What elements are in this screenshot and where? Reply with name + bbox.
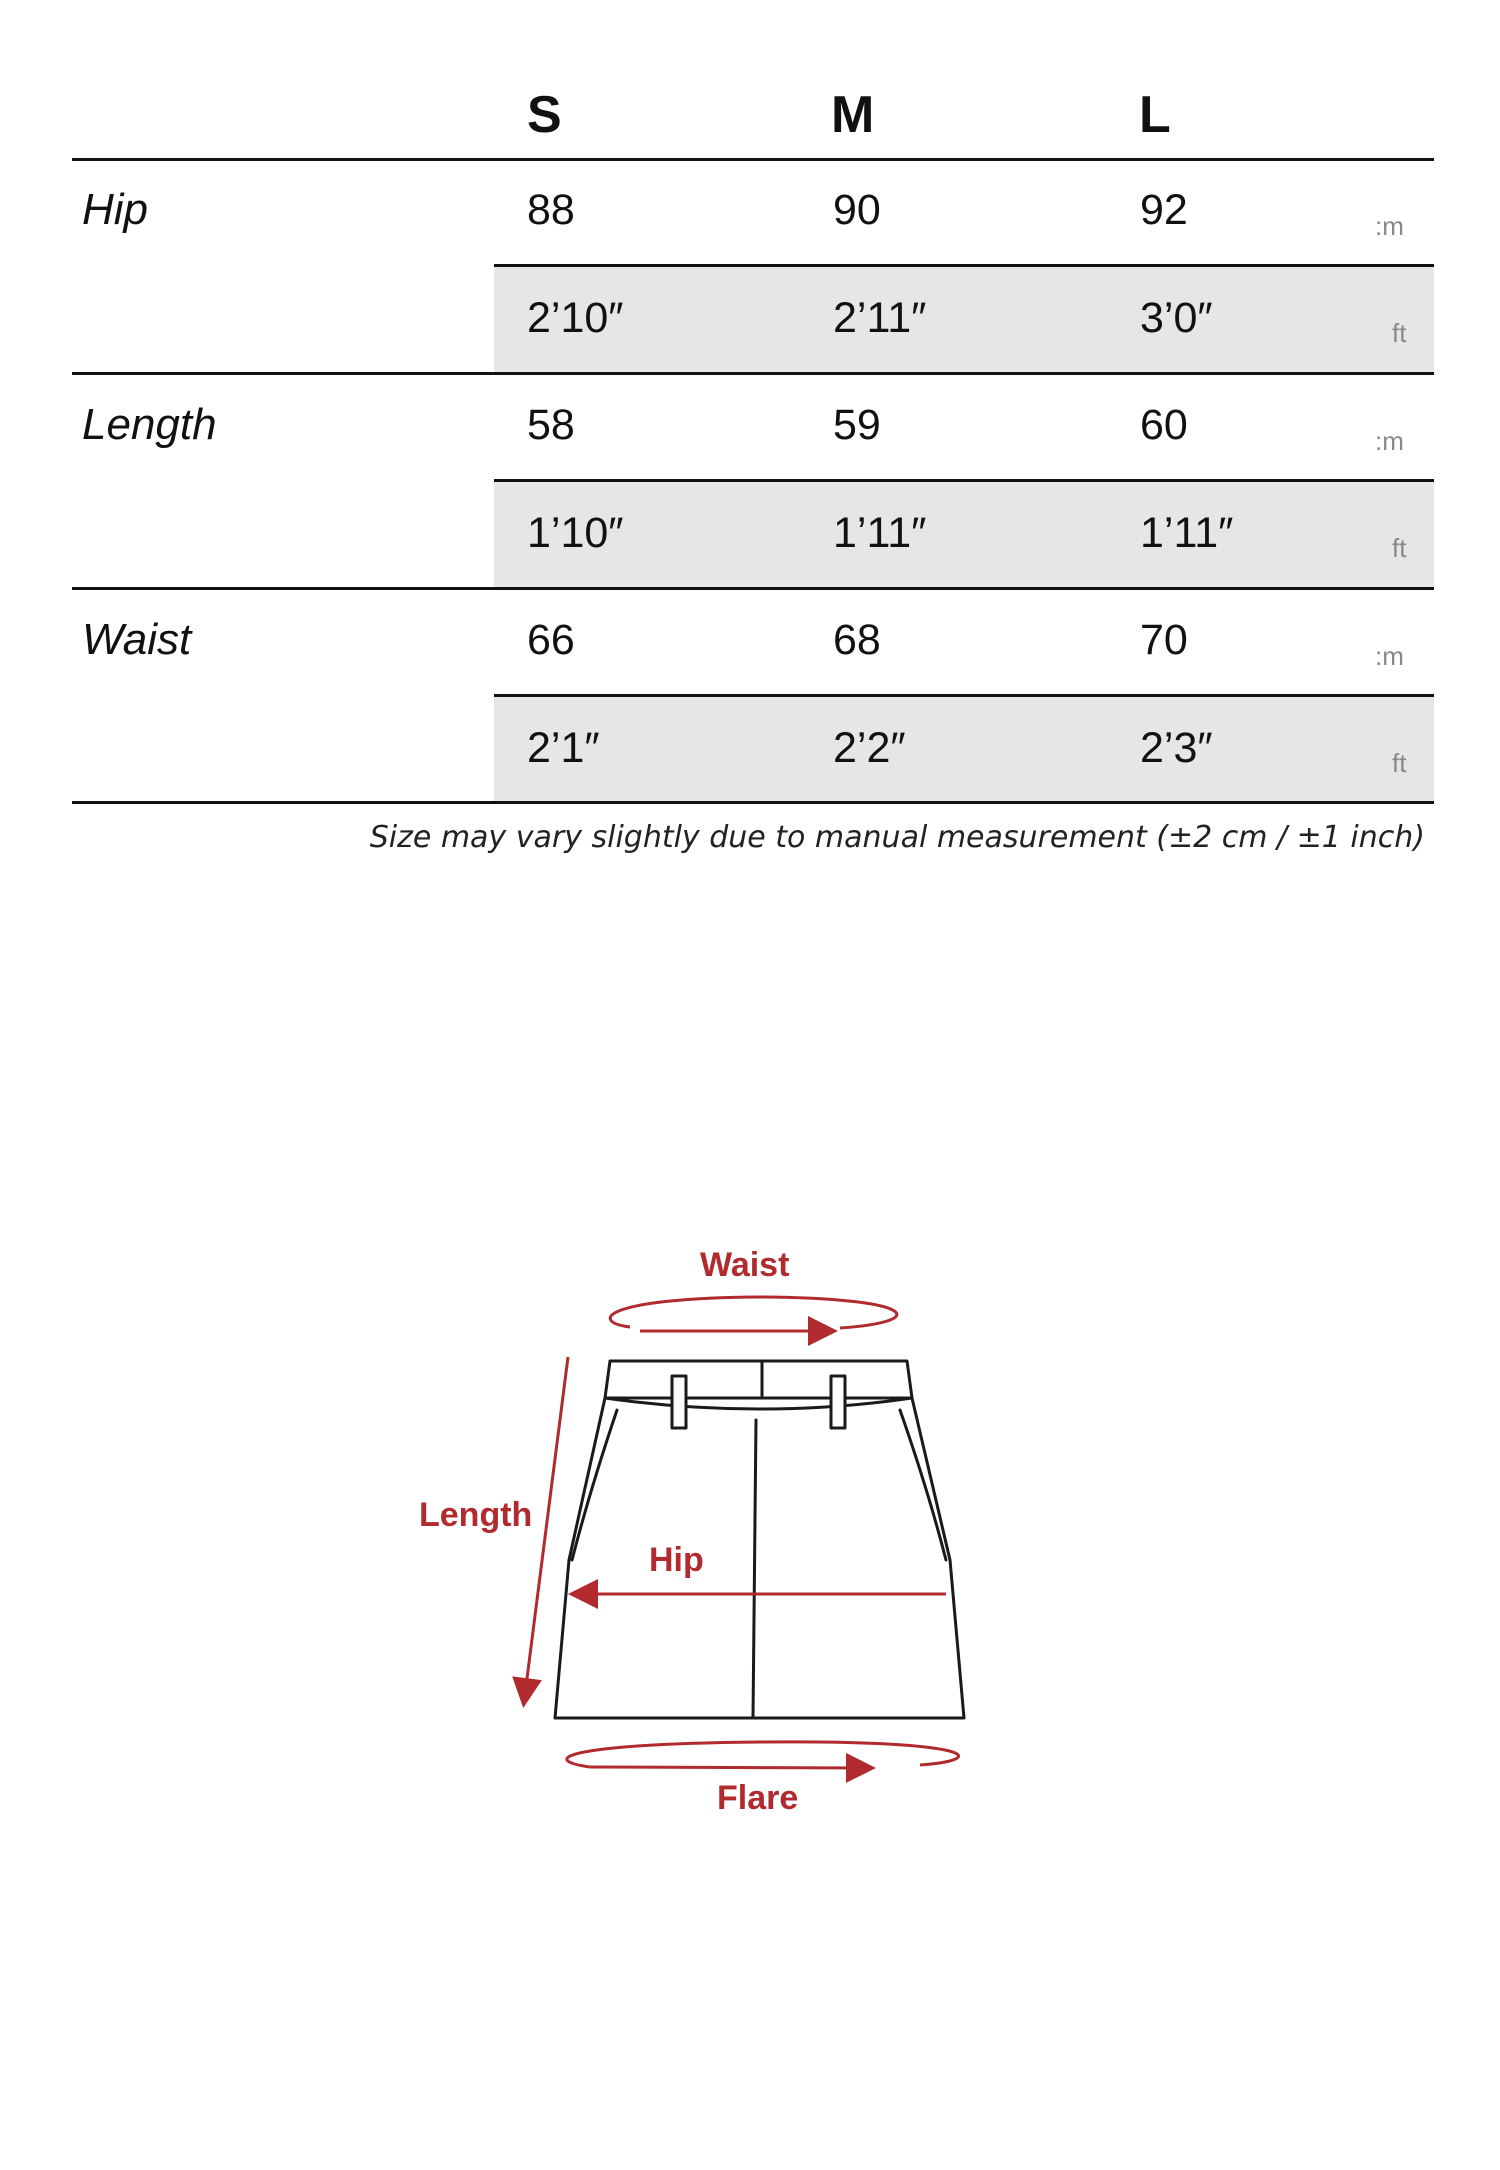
hip-cm-m: 90 [833,186,881,234]
hip-ft-l: 3’0″ [1140,294,1213,342]
row-label-length: Length [82,400,217,449]
length-unit-ft: ft [1392,533,1407,563]
length-ft-s: 1’10″ [527,509,624,557]
size-header-m: M [831,86,875,144]
waist-unit-ft: ft [1392,748,1407,778]
row-label-waist: Waist [82,615,192,664]
diagram-label-length: Length [419,1496,533,1534]
size-header-l: L [1139,86,1171,144]
length-ft-m: 1’11″ [833,509,927,557]
waist-cm-l: 70 [1140,616,1188,664]
diagram-label-flare: Flare [717,1779,799,1817]
waist-ft-m: 2’2″ [833,724,906,772]
length-unit-cm: :m [1375,426,1404,456]
size-header-s: S [527,86,562,144]
waist-cm-m: 68 [833,616,881,664]
length-ft-l: 1’11″ [1140,509,1234,557]
waist-measure-arrow [610,1297,897,1331]
hip-unit-ft: ft [1392,318,1407,348]
hip-cm-l: 92 [1140,186,1188,234]
waist-ft-l: 2’3″ [1140,724,1213,772]
hip-unit-cm: :m [1375,211,1404,241]
hip-ft-s: 2’10″ [527,294,624,342]
row-label-hip: Hip [82,185,149,234]
diagram-label-waist: Waist [700,1246,790,1284]
measurement-note: Size may vary slightly due to manual measurement (±2 cm / ±1 inch) [369,820,1425,855]
hip-ft-m: 2’11″ [833,294,927,342]
length-cm-m: 59 [833,401,881,449]
length-cm-l: 60 [1140,401,1188,449]
flare-measure-arrow [567,1742,959,1768]
length-cm-s: 58 [527,401,575,449]
waist-cm-s: 66 [527,616,575,664]
waist-ft-s: 2’1″ [527,724,600,772]
skirt-outline [555,1361,964,1718]
waist-unit-cm: :m [1375,641,1404,671]
diagram-label-hip: Hip [649,1541,704,1579]
hip-cm-s: 88 [527,186,575,234]
